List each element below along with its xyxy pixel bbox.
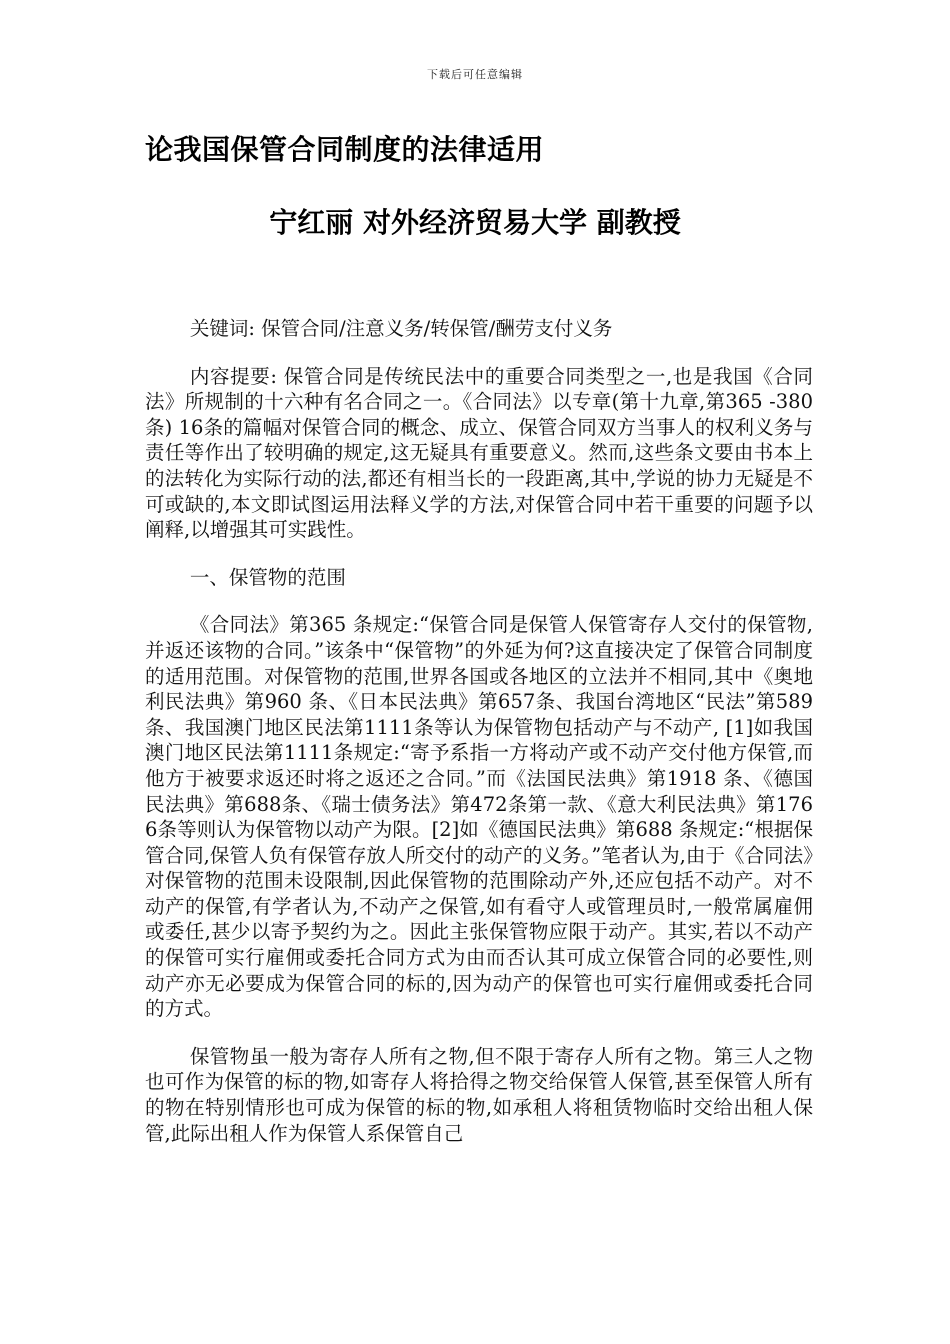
header-note: 下载后可任意编辑 bbox=[427, 68, 523, 81]
body-paragraph-2: 保管物虽一般为寄存人所有之物,但不限于寄存人所有之物。第三人之物也可作为保管的标的物,如寄存人将拾得之物交给保管人保管,甚至保管人所有的物在特别情形也可成为保管的标的物,如承租人将租赁物临时交给出租人保管,此际出租人作为保管人系保管自己 bbox=[145, 1044, 813, 1145]
author-line: 宁红丽 对外经济贸易大学 副教授 bbox=[269, 206, 681, 239]
abstract-paragraph: 内容提要: 保管合同是传统民法中的重要合同类型之一,也是我国《合同法》所规制的十六种有名合同之一。《合同法》以专章(第十九章,第365 -380条) 16条的篇幅对保管合同的概念、成立、保管合同双方当事人的权利义务与责任等作出了较明确的规定,这无疑具有重要意义。然而,这些条文要由书本上的法转化为实际行动的法,都还有相当长的一段距离,其中,学说的协力无疑是不可或缺的,本文即试图运用法释义学的方法,对保管合同中若干重要的问题予以阐释,以增强其可实践性。 bbox=[145, 364, 813, 542]
document-title: 论我国保管合同制度的法律适用 bbox=[145, 133, 545, 166]
section-heading: 一、保管物的范围 bbox=[189, 565, 346, 589]
body-paragraph-1: 《合同法》第365 条规定:“保管合同是保管人保管寄存人交付的保管物,并返还该物的合同。”该条中“保管物”的外延为何?这直接决定了保管合同制度的适用范围。对保管物的范围,世界各国或各地区的立法并不相同,其中《奥地利民法典》第960 条、《日本民法典》第657条、我国台湾地区“民法”第589条、我国澳门地区民法第1111条等认为保管物包括动产与不动产, [1]如我国澳门地区民法第1111条规定:“寄予系指一方将动产或不动产交付他方保管,而他方于被要求返还时将之返还之合同。”而《法国民法典》第1918 条、《德国民法典》第688条、《瑞士债务法》第472条第一款、《意大利民法典》第1766条等则认为保管物以动产为限。[2]如《德国民法典》第688 条规定:“根据保管合同,保管人负有保管存放人所交付的动产的义务。”笔者认为,由于《合同法》对保管物的范围未设限制,因此保管物的范围除动产外,还应包括不动产。对不动产的保管,有学者认为,不动产之保管,如有看守人或管理员时,一般常属雇佣或委任,甚少以寄予契约为之。因此主张保管物应限于动产。其实,若以不动产的保管可实行雇佣或委托合同方式为由而否认其可成立保管合同的必要性,则动产亦无必要成为保管合同的标的,因为动产的保管也可实行雇佣或委托合同的方式。 bbox=[145, 613, 813, 1021]
keywords-paragraph: 关键词: 保管合同/注意义务/转保管/酬劳支付义务 bbox=[189, 317, 613, 340]
document-body bbox=[145, 316, 813, 1168]
